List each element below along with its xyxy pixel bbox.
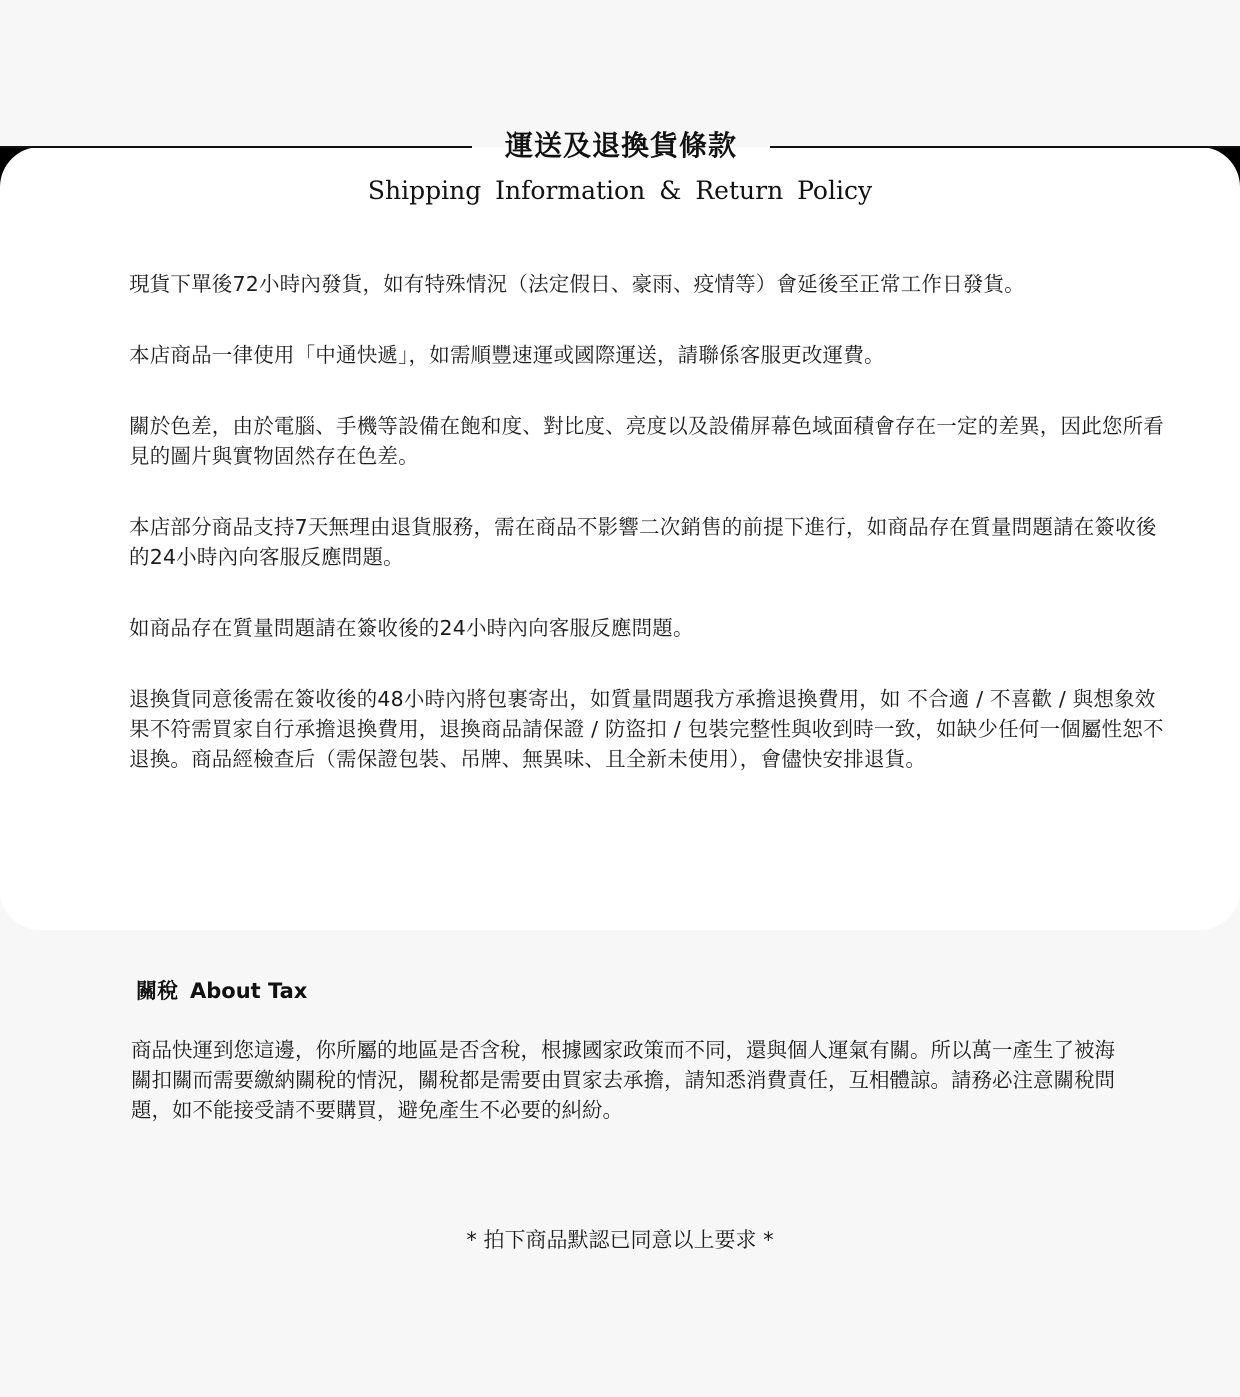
policy-item-exchange-rules: 退換貨同意後需在簽收後的48小時內將包裹寄出，如質量問題我方承擔退換費用，如 不合適 / 不喜歡 / 與想象效果不符需買家自行承擔退換費用，退換商品請保證 / 防盜扣 / 包裝完整性與收到時一致，如缺少任何一個屬性恕不退換。商品經檢查后（需保證包裝、吊牌、無異味、且全新未使用），會儘快安排退貨。	[129, 687, 1164, 771]
policy-item-seven-day-return: 本店部分商品支持7天無理由退貨服務，需在商品不影響二次銷售的前提下進行，如商品存在質量問題請在簽收後的24小時內向客服反應問題。	[129, 515, 1157, 569]
tax-title-en: About Tax	[190, 979, 308, 1003]
tax-section-body: 商品快運到您這邊，你所屬的地區是否含稅，根據國家政策而不同，還與個人運氣有關。所以萬一產生了被海關扣關而需要繳納關稅的情況，關稅都是需要由買家去承擔，請知悉消費責任，互相體諒。請務必注意關稅問題，如不能接受請不要購買，避免產生不必要的糾紛。	[131, 1038, 1115, 1122]
policy-item-courier: 本店商品一律使用「中通快遞」，如需順豐速運或國際運送，請聯係客服更改運費。	[129, 343, 885, 367]
tax-title-zh: 關稅	[136, 979, 178, 1003]
header-divider-left	[0, 146, 472, 148]
policy-item-dispatch-time: 現貨下單後72小時內發貨，如有特殊情況（法定假日、豪雨、疫情等）會延後至正常工作日發貨。	[129, 272, 1025, 296]
page-subtitle: Shipping Information & Return Policy	[367, 176, 873, 205]
policy-item-quality-report: 如商品存在質量問題請在簽收後的24小時內向客服反應問題。	[129, 616, 694, 640]
agreement-note: * 拍下商品默認已同意以上要求 *	[466, 1228, 774, 1252]
header-divider-right	[770, 146, 1240, 148]
policy-list	[129, 269, 1169, 815]
page-title: 運送及退換貨條款	[504, 129, 737, 162]
tax-section-title	[136, 975, 307, 1007]
policy-item-color-difference: 關於色差，由於電腦、手機等設備在飽和度、對比度、亮度以及設備屏幕色域面積會存在一定的差異，因此您所看見的圖片與實物固然存在色差。	[129, 414, 1164, 468]
